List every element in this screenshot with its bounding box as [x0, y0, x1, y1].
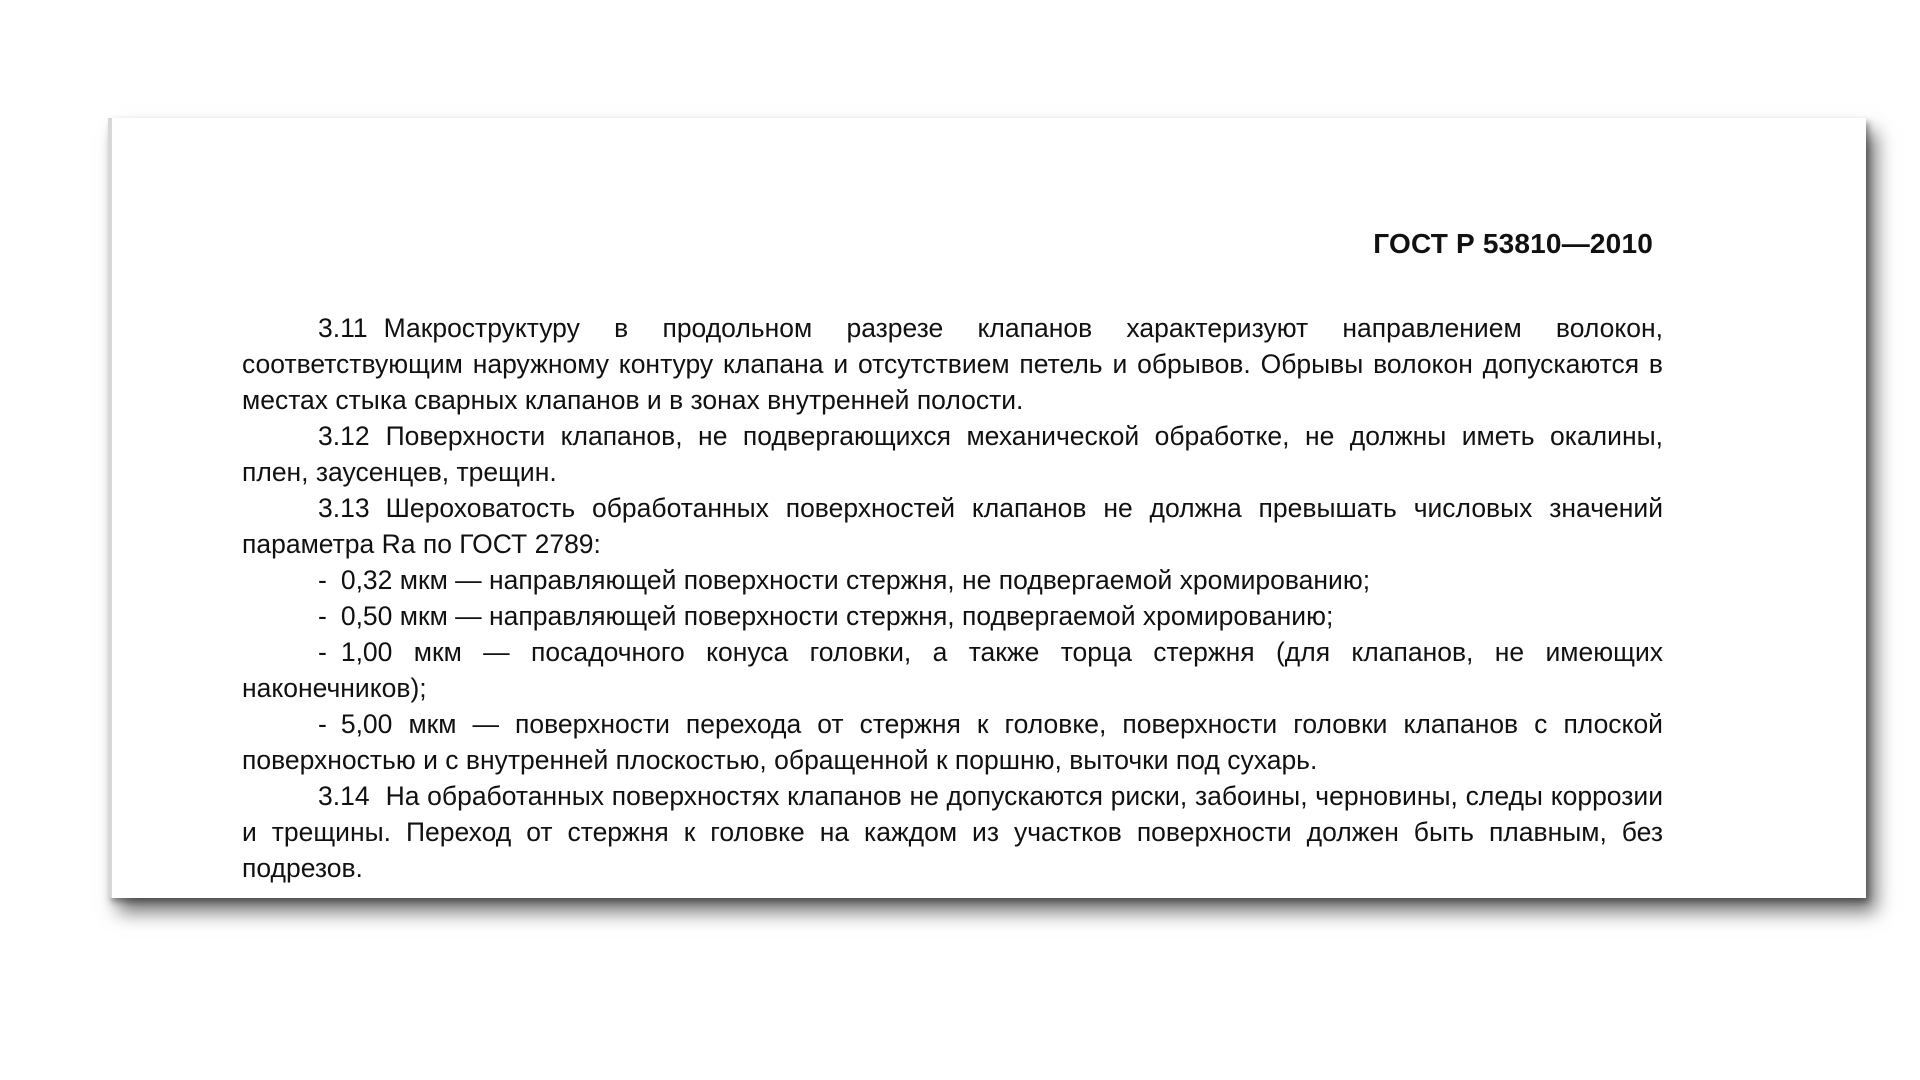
section-3-13: [242, 490, 1663, 562]
section-number: 3.11: [318, 313, 368, 343]
section-text: На обработанных поверхностях клапанов не допускаются риски, забоины, черновины, следы коррозии и трещины. Переход от стержня к головке на каждом из участков поверхности должен быть плавным, без подрезов.: [242, 781, 1663, 883]
document-page: [108, 118, 1866, 898]
list-dash: -: [318, 709, 327, 739]
section-text: Макроструктуру в продольном разрезе клапанов характеризуют направлением волокон, соответствующим наружному контуру клапана и отсутствием петель и обрывов. Обрывы волокон допускаются в местах стыка сварных клапанов и в зонах внутренней полости.: [242, 313, 1663, 415]
section-3-14: [242, 778, 1663, 886]
list-item-text: 5,00 мкм — поверхности перехода от стержня к головке, поверхности головки клапанов с плоской поверхностью и с внутренней плоскостью, обращенной к поршню, выточки под сухарь.: [242, 709, 1663, 775]
list-item: [242, 598, 1663, 634]
list-dash: -: [318, 637, 327, 667]
list-item-text: 1,00 мкм — посадочного конуса головки, а также торца стержня (для клапанов, не имеющих наконечников);: [242, 637, 1663, 703]
section-number: 3.14: [318, 781, 370, 811]
list-dash: -: [318, 601, 327, 631]
list-dash: -: [318, 565, 327, 595]
section-text: Поверхности клапанов, не подвергающихся механической обработке, не должны иметь окалины, плен, заусенцев, трещин.: [242, 421, 1663, 487]
section-number: 3.12: [318, 421, 370, 451]
list-item: [242, 706, 1663, 778]
section-text: Шероховатость обработанных поверхностей клапанов не должна превышать числовых значений параметра Ra по ГОСТ 2789:: [242, 493, 1663, 559]
section-3-12: [242, 418, 1663, 490]
section-3-11: [242, 310, 1663, 418]
list-item: [242, 634, 1663, 706]
document-body: [242, 310, 1663, 886]
document-code-header: ГОСТ Р 53810—2010: [1373, 228, 1653, 259]
list-item-text: 0,32 мкм — направляющей поверхности стержня, не подвергаемой хромированию;: [340, 565, 1371, 595]
list-item-text: 0,50 мкм — направляющей поверхности стержня, подвергаемой хромированию;: [340, 601, 1334, 631]
section-number: 3.13: [318, 493, 370, 523]
list-item: [242, 562, 1663, 598]
